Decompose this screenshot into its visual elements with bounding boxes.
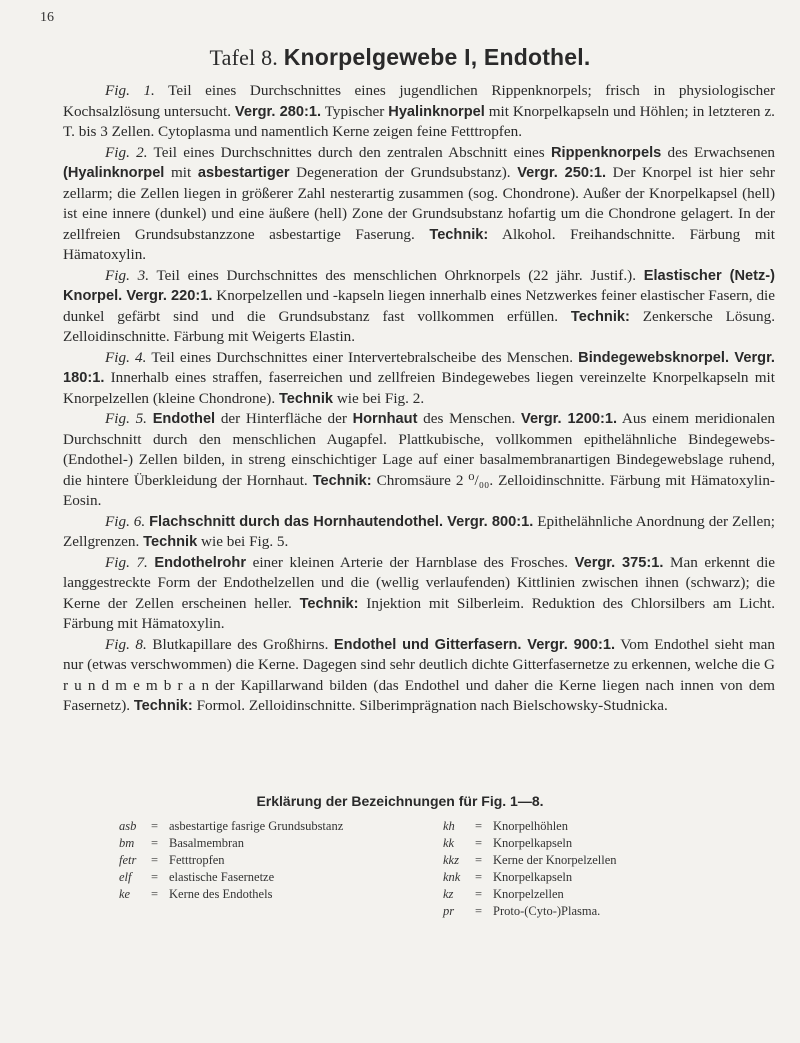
legend-abbr: pr [443,904,455,918]
body-text: Teil eines Durchschnittes durch den zentralen Abschnitt eines [147,143,551,161]
figure-paragraph-2 [63,143,775,266]
title-main: Knorpelgewebe I, Endothel. [283,44,591,70]
legend-eq: = [475,887,483,901]
figure-label: Fig. 3. [105,266,150,284]
body-text: Vom Endothel sieht man nur (etwas verschwommen) die Kerne. Dagegen sind sehr deutlich dichte Gitterfasernetze zu erkennen, welche die G r u n d m e m b r a n der Kapillarwand bilden (das Endothel und daher die Kerne liegen nach innen von dem Fasernetz). [63,635,775,714]
emphasis-text: Technik: [429,226,489,243]
emphasis-text: asbestartiger [197,165,290,181]
legend-eq: = [151,836,159,850]
emphasis-text: Vergr. 375:1. [574,554,664,571]
figure-paragraph-6 [63,512,775,553]
figure-paragraph-8 [63,635,775,717]
figure-label: Fig. 5. [105,410,147,427]
legend-eq: = [475,836,483,850]
figure-label: Fig. 8. [105,635,147,653]
body-text: mit [164,164,198,181]
body-text: wie bei Fig. 5. [197,533,289,550]
figure-label: Fig. 4. [105,348,147,366]
emphasis-text: Rippenknorpels [550,144,662,161]
emphasis-text: Technik: [133,698,193,714]
legend-entry [119,835,419,852]
figure-label: Fig. 6. [105,512,146,530]
body-text: Der Knorpel ist hier sehr zellarm; die Zellen liegen in größerer Zahl nesterartig zusammen (sog. Chondrone). Außer der Knorpelkapsel (hell) ist eine innere (dunkel) und eine äußere (hell) Zone der Grundsubstanz hofartig um die Chondrone gelagert. In der zellfreien Grundsubstanzzone asbestartige Faserung. [63,164,775,243]
emphasis-text: Hyalinknorpel [388,103,485,120]
legend-abbr: kh [443,819,455,833]
figure-paragraph-1 [63,81,775,143]
legend-eq: = [475,853,483,867]
legend-def: Knorpelzellen [493,887,564,901]
figure-paragraph-7 [63,553,775,635]
legend-entry [119,852,419,869]
legend-eq: = [151,819,159,833]
emphasis-text: Vergr. 250:1. [517,165,607,181]
emphasis-text: Endothel und Gitterfasern. Vergr. 900:1. [333,636,616,653]
body-text: Chromsäure 2 ⁰/₀₀. Zelloidinschnitte. Färbung mit Hämatoxylin-Eosin. [63,471,775,509]
figure-label: Fig. 1. [105,82,155,99]
page-number: 16 [40,10,54,25]
emphasis-text: Endothelrohr [154,554,247,571]
body-text: Degeneration der Grundsubstanz). [289,164,518,181]
legend-abbr: kkz [443,853,459,867]
figure-paragraph-4 [63,348,775,410]
emphasis-text: Technik: [299,595,359,612]
page-title [0,44,800,71]
legend-abbr: elf [119,870,132,884]
emphasis-text: Vergr. 1200:1. [521,411,618,427]
body-text: Innerhalb eines straffen, faserreichen und zellfreien Bindegewebes liegen vereinzelte Knorpelkapseln mit Knorpelzellen (kleine Chondrone). [63,369,775,407]
legend-abbr: asb [119,819,137,833]
legend-entry [443,869,743,886]
emphasis-text: Technik [278,390,334,407]
legend-eq: = [475,870,483,884]
body-text: Typischer [321,102,389,120]
legend-eq: = [475,904,483,918]
figure-paragraph-5 [63,409,775,512]
legend-entry [443,835,743,852]
emphasis-text: Endothel [152,411,216,427]
figure-label: Fig. 2. [105,143,148,161]
body-text: einer kleinen Arterie der Harnblase des Frosches. [246,553,575,571]
legend-abbr: ke [119,887,131,901]
body-text: Teil eines Durchschnittes des menschlichen Ohrknorpels (22 jähr. Justif.). [149,266,644,284]
figure-paragraph-3 [63,266,775,348]
legend-eq: = [475,819,483,833]
emphasis-text: Technik: [312,472,372,489]
legend-entry [443,886,743,903]
figure-descriptions [63,81,775,717]
legend-eq: = [151,853,159,867]
legend-def: Proto-(Cyto-)Plasma. [493,904,601,918]
emphasis-text: Bindegewebsknorpel. Vergr. 180:1. [63,349,775,386]
legend-entry [119,818,419,835]
legend-def: Kerne der Knorpelzellen [493,853,617,867]
body-text: Aus einem meridionalen Durchschnitt durch den menschlichen Augapfel. Plattkubische, vollkommen epithelähnliche Bindegewebs- (Endothel-) Zellen bilden, in streng einschichtiger Lage auf einer basalmembranartigen Bindegewebslage ruhend, die hintere Überkleidung der Hornhaut. [63,410,776,489]
legend-def: elastische Fasernetze [169,870,275,884]
legend-eq: = [151,870,159,884]
legend-entry [443,818,743,835]
body-text: Epithelähnliche Anordnung der Zellen; Zellgrenzen. [63,512,776,550]
title-prefix: Tafel 8. [209,45,278,70]
legend-abbr: kz [443,887,454,901]
legend-abbr: knk [443,870,461,884]
legend-abbr: bm [119,836,135,850]
body-text: des Erwachsenen [661,143,776,161]
body-text: des Menschen. [417,410,522,427]
legend-def: Knorpelkapseln [493,870,573,884]
legend-def: Knorpelhöhlen [493,819,568,833]
body-text: wie bei Fig. 2. [333,389,425,407]
figure-label: Fig. 7. [105,553,148,571]
legend-def: Knorpelkapseln [493,836,573,850]
emphasis-text: Technik: [570,308,630,325]
legend-def: Kerne des Endothels [169,887,273,901]
emphasis-text: Elastischer (Netz-) Knorpel. Vergr. 220:1. [63,267,776,304]
emphasis-text: (Hyalinknorpel [63,165,165,181]
body-text: Formol. Zelloidinschnitte. Silberimprägnation nach Bielschowsky-Studnicka. [192,697,668,714]
body-text: Knorpelzellen und -kapseln liegen innerhalb eines Netzwerkes feiner elastischer Fasern, die dunkel gefärbt sind und die Grundsubstanz fast vollkommen erfüllen. [63,287,775,325]
legend-abbr: fetr [119,853,137,867]
emphasis-text: Flachschnitt durch das Hornhautendothel. Vergr. 800:1. [149,513,534,530]
body-text: Injektion mit Silberleim. Reduktion des Chlorsilbers am Licht. Färbung mit Hämatoxylin. [63,594,776,632]
legend-abbr: kk [443,836,455,850]
emphasis-text: Hornhaut [352,411,418,427]
body-text: der Hinterfläche der [215,410,353,427]
legend-def: asbestartige fasrige Grundsubstanz [169,819,344,833]
body-text: mit Knorpelkapseln und Höhlen; in letzteren z. T. bis 3 Zellen. Cytoplasma und namentlich Kerne zeigen feine Fetttropfen. [63,102,775,140]
body-text: Man erkennt die langgestreckte Form der Endothelzellen und die (wellig verlaufenden) Kittlinien zwischen ihnen (schwarz); die Kerne der Zellen erscheinen heller. [63,553,776,612]
legend-eq: = [151,887,159,901]
body-text: Zenkersche Lösung. Zelloidinschnitte. Färbung mit Weigerts Elastin. [63,307,776,345]
legend-title: Erklärung der Bezeichnungen für Fig. 1—8. [256,793,544,809]
legend-entry [443,852,743,869]
legend-entry [443,903,743,920]
legend-entry [119,869,419,886]
body-text: Alkohol. Freihandschnitte. Färbung mit Hämatoxylin. [63,225,776,263]
body-text: Blutkapillare des Großhirns. [146,635,334,653]
body-text: Teil eines Durchschnittes einer Intervertebralscheibe des Menschen. [146,348,579,366]
legend-def: Fetttropfen [169,853,225,867]
legend-def: Basalmembran [169,836,244,850]
emphasis-text: Technik [143,534,198,550]
body-text: Teil eines Durchschnittes eines jugendlichen Rippenknorpels; frisch in physiologischer Kochsalzlösung untersucht. [63,82,776,120]
legend-entry [119,886,419,903]
legend-left-column [119,818,419,903]
emphasis-text: Vergr. 280:1. [234,103,322,120]
legend-right-column [443,818,743,920]
